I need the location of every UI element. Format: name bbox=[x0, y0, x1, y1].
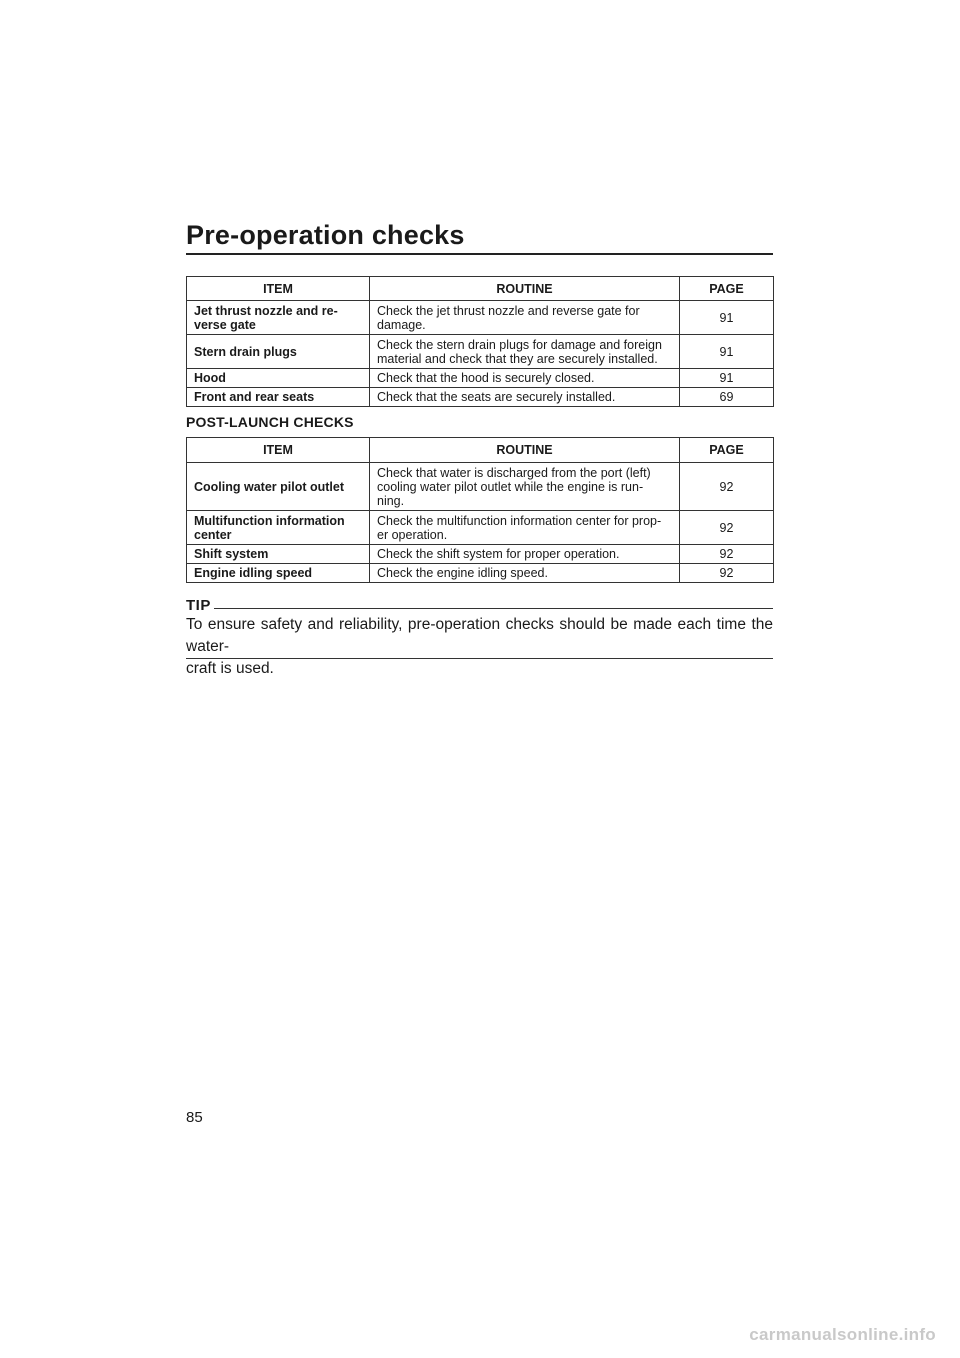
page-cell: 92 bbox=[680, 511, 774, 545]
routine-cell: Check the engine idling speed. bbox=[370, 564, 680, 583]
page-column-header: PAGE bbox=[680, 277, 774, 301]
item-cell: Multifunction information center bbox=[187, 511, 370, 545]
table-row bbox=[187, 564, 774, 583]
routine-column-header: ROUTINE bbox=[370, 438, 680, 463]
item-column-header: ITEM bbox=[187, 277, 370, 301]
routine-column-header: ROUTINE bbox=[370, 277, 680, 301]
table-row bbox=[187, 335, 774, 369]
page-title: Pre-operation checks bbox=[186, 220, 465, 250]
table-header-row bbox=[187, 438, 774, 463]
table-row bbox=[187, 369, 774, 388]
page-cell: 91 bbox=[680, 301, 774, 335]
routine-cell: Check the stern drain plugs for damage and foreign material and check that they are securely installed. bbox=[370, 335, 680, 369]
item-cell: Hood bbox=[187, 369, 370, 388]
item-cell: Stern drain plugs bbox=[187, 335, 370, 369]
page-column-header: PAGE bbox=[680, 438, 774, 463]
item-cell: Front and rear seats bbox=[187, 388, 370, 407]
routine-cell: Check the shift system for proper operation. bbox=[370, 545, 680, 564]
tip-label: TIP bbox=[186, 597, 211, 614]
tip-text: To ensure safety and reliability, pre-operation checks should be made each time the water- craft is used. bbox=[186, 616, 773, 677]
page-cell: 91 bbox=[680, 335, 774, 369]
table-row bbox=[187, 545, 774, 564]
pre-operation-checks-table bbox=[186, 276, 774, 407]
item-cell: Cooling water pilot outlet bbox=[187, 463, 370, 511]
item-cell: Jet thrust nozzle and re- verse gate bbox=[187, 301, 370, 335]
item-cell: Engine idling speed bbox=[187, 564, 370, 583]
table-row bbox=[187, 511, 774, 545]
table-header-row bbox=[187, 277, 774, 301]
page-cell: 92 bbox=[680, 463, 774, 511]
table-row bbox=[187, 301, 774, 335]
page-cell: 92 bbox=[680, 545, 774, 564]
page-cell: 69 bbox=[680, 388, 774, 407]
page-number: 85 bbox=[186, 1109, 203, 1126]
routine-cell: Check the jet thrust nozzle and reverse gate for damage. bbox=[370, 301, 680, 335]
section-heading: POST-LAUNCH CHECKS bbox=[186, 414, 354, 430]
post-launch-checks-table bbox=[186, 437, 774, 583]
routine-cell: Check the multifunction information center for prop- er operation. bbox=[370, 511, 680, 545]
page-cell: 91 bbox=[680, 369, 774, 388]
tip-rule-top bbox=[214, 608, 773, 609]
routine-cell: Check that the seats are securely installed. bbox=[370, 388, 680, 407]
watermark: carmanualsonline.info bbox=[749, 1325, 936, 1344]
tip-rule-bottom bbox=[186, 658, 773, 659]
item-cell: Shift system bbox=[187, 545, 370, 564]
title-rule bbox=[186, 253, 773, 255]
routine-cell: Check that water is discharged from the port (left) cooling water pilot outlet while the engine is run- ning. bbox=[370, 463, 680, 511]
table-row bbox=[187, 463, 774, 511]
table-row bbox=[187, 388, 774, 407]
page-cell: 92 bbox=[680, 564, 774, 583]
item-column-header: ITEM bbox=[187, 438, 370, 463]
routine-cell: Check that the hood is securely closed. bbox=[370, 369, 680, 388]
